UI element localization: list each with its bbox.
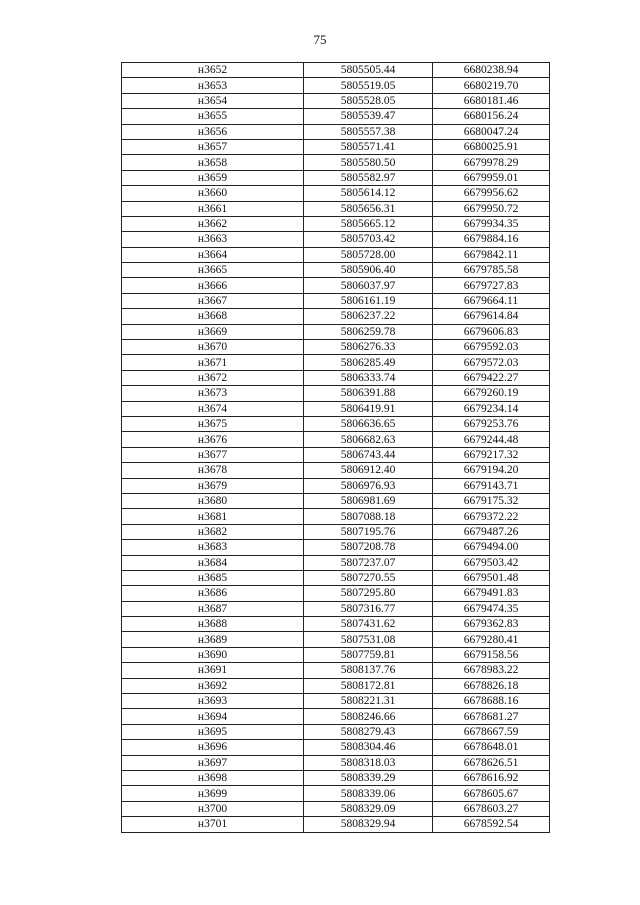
table-row: [122, 447, 550, 462]
point-name-cell: н3667: [122, 293, 304, 308]
x-coordinate-cell: 5807237.07: [304, 555, 433, 570]
y-coordinate-cell: 6679234.14: [433, 401, 550, 416]
point-name-cell: н3672: [122, 370, 304, 385]
point-name-cell: н3699: [122, 786, 304, 801]
point-name-cell: н3686: [122, 586, 304, 601]
table-row: [122, 139, 550, 154]
x-coordinate-cell: 5806976.93: [304, 478, 433, 493]
point-name-cell: н3689: [122, 632, 304, 647]
point-name-cell: н3670: [122, 340, 304, 355]
point-name-cell: н3653: [122, 78, 304, 93]
x-coordinate-cell: 5808137.76: [304, 663, 433, 678]
x-coordinate-cell: 5805519.05: [304, 78, 433, 93]
point-name-cell: н3692: [122, 678, 304, 693]
y-coordinate-cell: 6678681.27: [433, 709, 550, 724]
coordinates-table: [121, 62, 550, 833]
table-row: [122, 601, 550, 616]
point-name-cell: н3654: [122, 93, 304, 108]
point-name-cell: н3681: [122, 509, 304, 524]
y-coordinate-cell: 6679614.84: [433, 309, 550, 324]
y-coordinate-cell: 6679501.48: [433, 570, 550, 585]
point-name-cell: н3660: [122, 186, 304, 201]
point-name-cell: н3659: [122, 170, 304, 185]
y-coordinate-cell: 6679280.41: [433, 632, 550, 647]
table-row: [122, 124, 550, 139]
point-name-cell: н3694: [122, 709, 304, 724]
point-name-cell: н3696: [122, 740, 304, 755]
x-coordinate-cell: 5806037.97: [304, 278, 433, 293]
x-coordinate-cell: 5805571.41: [304, 139, 433, 154]
table-row: [122, 109, 550, 124]
x-coordinate-cell: 5806636.65: [304, 416, 433, 431]
table-row: [122, 801, 550, 816]
y-coordinate-cell: 6679422.27: [433, 370, 550, 385]
x-coordinate-cell: 5808172.81: [304, 678, 433, 693]
x-coordinate-cell: 5808246.66: [304, 709, 433, 724]
y-coordinate-cell: 6679491.83: [433, 586, 550, 601]
y-coordinate-cell: 6679606.83: [433, 324, 550, 339]
x-coordinate-cell: 5807208.78: [304, 540, 433, 555]
y-coordinate-cell: 6680238.94: [433, 63, 550, 78]
y-coordinate-cell: 6679572.03: [433, 355, 550, 370]
table-row: [122, 232, 550, 247]
y-coordinate-cell: 6680025.91: [433, 139, 550, 154]
x-coordinate-cell: 5806743.44: [304, 447, 433, 462]
point-name-cell: н3684: [122, 555, 304, 570]
table-row: [122, 186, 550, 201]
table-row: [122, 324, 550, 339]
point-name-cell: н3666: [122, 278, 304, 293]
y-coordinate-cell: 6679503.42: [433, 555, 550, 570]
y-coordinate-cell: 6678826.18: [433, 678, 550, 693]
x-coordinate-cell: 5805580.50: [304, 155, 433, 170]
table-row: [122, 709, 550, 724]
y-coordinate-cell: 6679217.32: [433, 447, 550, 462]
x-coordinate-cell: 5808279.43: [304, 724, 433, 739]
x-coordinate-cell: 5808318.03: [304, 755, 433, 770]
x-coordinate-cell: 5806391.88: [304, 386, 433, 401]
x-coordinate-cell: 5805703.42: [304, 232, 433, 247]
table-row: [122, 493, 550, 508]
point-name-cell: н3677: [122, 447, 304, 462]
y-coordinate-cell: 6680219.70: [433, 78, 550, 93]
x-coordinate-cell: 5806237.22: [304, 309, 433, 324]
point-name-cell: н3658: [122, 155, 304, 170]
table-row: [122, 724, 550, 739]
y-coordinate-cell: 6678667.59: [433, 724, 550, 739]
y-coordinate-cell: 6679727.83: [433, 278, 550, 293]
table-row: [122, 386, 550, 401]
y-coordinate-cell: 6679978.29: [433, 155, 550, 170]
x-coordinate-cell: 5807270.55: [304, 570, 433, 585]
x-coordinate-cell: 5808329.94: [304, 817, 433, 832]
table-row: [122, 540, 550, 555]
x-coordinate-cell: 5806285.49: [304, 355, 433, 370]
table-row: [122, 786, 550, 801]
x-coordinate-cell: 5805582.97: [304, 170, 433, 185]
x-coordinate-cell: 5805539.47: [304, 109, 433, 124]
table-row: [122, 463, 550, 478]
table-row: [122, 478, 550, 493]
x-coordinate-cell: 5806682.63: [304, 432, 433, 447]
x-coordinate-cell: 5808339.29: [304, 770, 433, 785]
point-name-cell: н3700: [122, 801, 304, 816]
y-coordinate-cell: 6679664.11: [433, 293, 550, 308]
y-coordinate-cell: 6679950.72: [433, 201, 550, 216]
y-coordinate-cell: 6678603.27: [433, 801, 550, 816]
point-name-cell: н3691: [122, 663, 304, 678]
table-row: [122, 678, 550, 693]
page-number: 75: [313, 32, 327, 47]
point-name-cell: н3673: [122, 386, 304, 401]
point-name-cell: н3688: [122, 617, 304, 632]
y-coordinate-cell: 6680047.24: [433, 124, 550, 139]
y-coordinate-cell: 6678626.51: [433, 755, 550, 770]
x-coordinate-cell: 5807195.76: [304, 524, 433, 539]
y-coordinate-cell: 6678983.22: [433, 663, 550, 678]
y-coordinate-cell: 6679959.01: [433, 170, 550, 185]
x-coordinate-cell: 5805528.05: [304, 93, 433, 108]
x-coordinate-cell: 5808221.31: [304, 694, 433, 709]
point-name-cell: н3657: [122, 139, 304, 154]
y-coordinate-cell: 6680181.46: [433, 93, 550, 108]
table-row: [122, 770, 550, 785]
point-name-cell: н3698: [122, 770, 304, 785]
y-coordinate-cell: 6679260.19: [433, 386, 550, 401]
y-coordinate-cell: 6679158.56: [433, 647, 550, 662]
x-coordinate-cell: 5807431.62: [304, 617, 433, 632]
table-row: [122, 340, 550, 355]
y-coordinate-cell: 6678616.92: [433, 770, 550, 785]
table-row: [122, 663, 550, 678]
table-row: [122, 201, 550, 216]
point-name-cell: н3665: [122, 263, 304, 278]
x-coordinate-cell: 5808339.06: [304, 786, 433, 801]
x-coordinate-cell: 5806161.19: [304, 293, 433, 308]
y-coordinate-cell: 6679244.48: [433, 432, 550, 447]
point-name-cell: н3695: [122, 724, 304, 739]
x-coordinate-cell: 5807316.77: [304, 601, 433, 616]
y-coordinate-cell: 6679494.00: [433, 540, 550, 555]
point-name-cell: н3652: [122, 63, 304, 78]
x-coordinate-cell: 5807088.18: [304, 509, 433, 524]
table-row: [122, 416, 550, 431]
point-name-cell: н3674: [122, 401, 304, 416]
y-coordinate-cell: 6678605.67: [433, 786, 550, 801]
y-coordinate-cell: 6678648.01: [433, 740, 550, 755]
y-coordinate-cell: 6679934.35: [433, 216, 550, 231]
x-coordinate-cell: 5806912.40: [304, 463, 433, 478]
x-coordinate-cell: 5807295.80: [304, 586, 433, 601]
x-coordinate-cell: 5806259.78: [304, 324, 433, 339]
table-row: [122, 355, 550, 370]
y-coordinate-cell: 6679842.11: [433, 247, 550, 262]
table-row: [122, 432, 550, 447]
point-name-cell: н3663: [122, 232, 304, 247]
point-name-cell: н3676: [122, 432, 304, 447]
table-row: [122, 170, 550, 185]
table-row: [122, 247, 550, 262]
table-row: [122, 63, 550, 78]
y-coordinate-cell: 6679372.22: [433, 509, 550, 524]
y-coordinate-cell: 6679253.76: [433, 416, 550, 431]
point-name-cell: н3682: [122, 524, 304, 539]
point-name-cell: н3669: [122, 324, 304, 339]
table-row: [122, 755, 550, 770]
x-coordinate-cell: 5808329.09: [304, 801, 433, 816]
table-row: [122, 263, 550, 278]
table-row: [122, 155, 550, 170]
x-coordinate-cell: 5806333.74: [304, 370, 433, 385]
y-coordinate-cell: 6679487.26: [433, 524, 550, 539]
y-coordinate-cell: 6678688.16: [433, 694, 550, 709]
y-coordinate-cell: 6679785.58: [433, 263, 550, 278]
coordinates-table-body: [122, 63, 550, 833]
table-row: [122, 524, 550, 539]
y-coordinate-cell: 6679956.62: [433, 186, 550, 201]
point-name-cell: н3680: [122, 493, 304, 508]
table-row: [122, 370, 550, 385]
y-coordinate-cell: 6679884.16: [433, 232, 550, 247]
table-row: [122, 309, 550, 324]
point-name-cell: н3656: [122, 124, 304, 139]
point-name-cell: н3690: [122, 647, 304, 662]
table-row: [122, 401, 550, 416]
table-row: [122, 617, 550, 632]
x-coordinate-cell: 5806419.91: [304, 401, 433, 416]
point-name-cell: н3678: [122, 463, 304, 478]
y-coordinate-cell: 6680156.24: [433, 109, 550, 124]
point-name-cell: н3662: [122, 216, 304, 231]
table-row: [122, 632, 550, 647]
point-name-cell: н3671: [122, 355, 304, 370]
x-coordinate-cell: 5805557.38: [304, 124, 433, 139]
point-name-cell: н3683: [122, 540, 304, 555]
point-name-cell: н3685: [122, 570, 304, 585]
table-row: [122, 278, 550, 293]
point-name-cell: н3675: [122, 416, 304, 431]
x-coordinate-cell: 5807759.81: [304, 647, 433, 662]
x-coordinate-cell: 5807531.08: [304, 632, 433, 647]
x-coordinate-cell: 5805614.12: [304, 186, 433, 201]
table-row: [122, 647, 550, 662]
point-name-cell: н3664: [122, 247, 304, 262]
table-row: [122, 586, 550, 601]
x-coordinate-cell: 5808304.46: [304, 740, 433, 755]
point-name-cell: н3668: [122, 309, 304, 324]
y-coordinate-cell: 6679474.35: [433, 601, 550, 616]
y-coordinate-cell: 6678592.54: [433, 817, 550, 832]
x-coordinate-cell: 5805728.00: [304, 247, 433, 262]
point-name-cell: н3687: [122, 601, 304, 616]
table-row: [122, 694, 550, 709]
table-row: [122, 93, 550, 108]
table-row: [122, 740, 550, 755]
point-name-cell: н3701: [122, 817, 304, 832]
table-row: [122, 555, 550, 570]
point-name-cell: н3655: [122, 109, 304, 124]
point-name-cell: н3661: [122, 201, 304, 216]
x-coordinate-cell: 5805665.12: [304, 216, 433, 231]
x-coordinate-cell: 5806981.69: [304, 493, 433, 508]
point-name-cell: н3679: [122, 478, 304, 493]
table-row: [122, 509, 550, 524]
table-row: [122, 216, 550, 231]
table-row: [122, 570, 550, 585]
x-coordinate-cell: 5805505.44: [304, 63, 433, 78]
point-name-cell: н3697: [122, 755, 304, 770]
y-coordinate-cell: 6679362.83: [433, 617, 550, 632]
point-name-cell: н3693: [122, 694, 304, 709]
y-coordinate-cell: 6679194.20: [433, 463, 550, 478]
x-coordinate-cell: 5806276.33: [304, 340, 433, 355]
x-coordinate-cell: 5805906.40: [304, 263, 433, 278]
x-coordinate-cell: 5805656.31: [304, 201, 433, 216]
table-row: [122, 293, 550, 308]
table-row: [122, 817, 550, 832]
y-coordinate-cell: 6679143.71: [433, 478, 550, 493]
table-row: [122, 78, 550, 93]
y-coordinate-cell: 6679175.32: [433, 493, 550, 508]
y-coordinate-cell: 6679592.03: [433, 340, 550, 355]
